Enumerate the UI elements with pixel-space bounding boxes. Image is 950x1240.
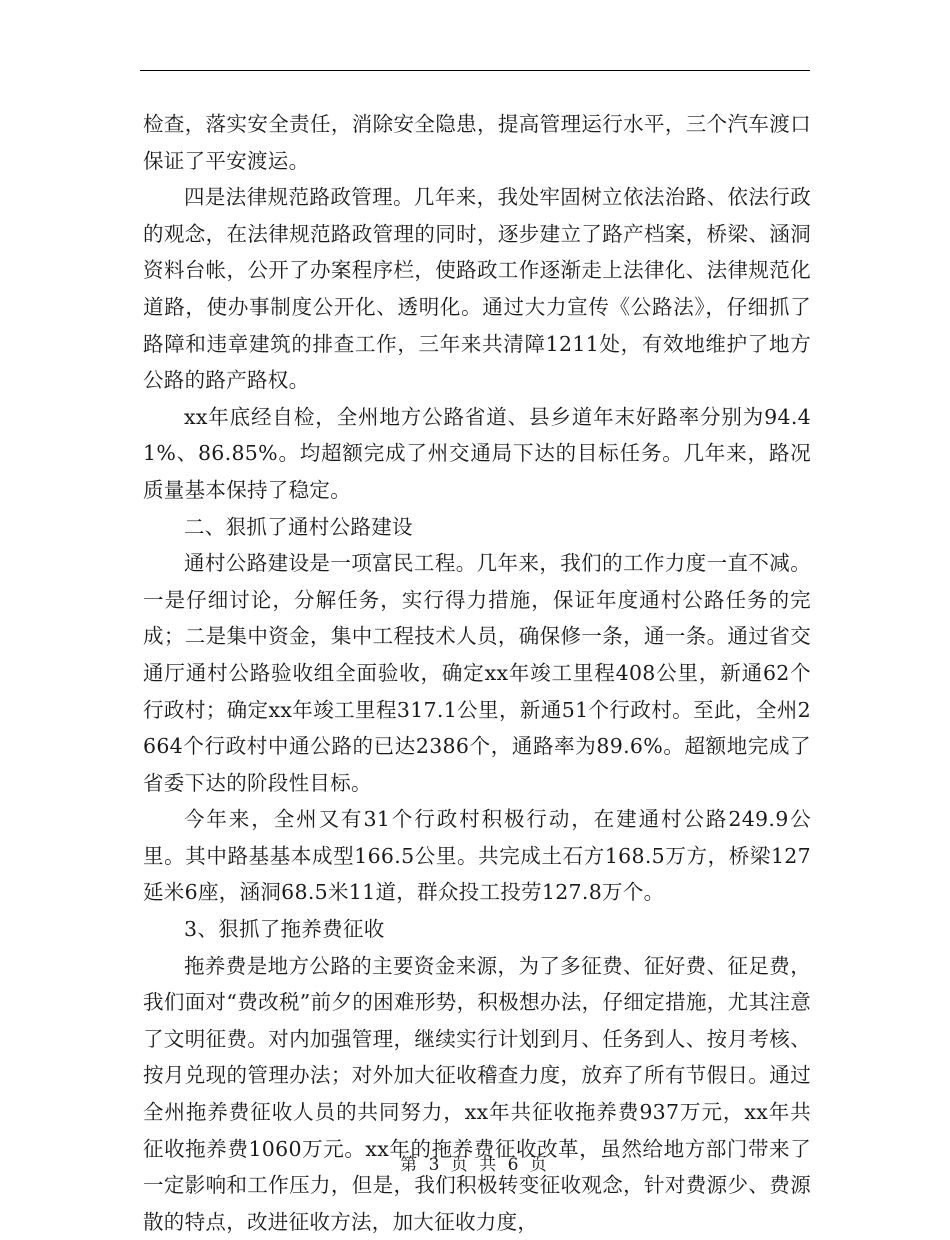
paragraph: 今年来，全州又有31个行政村积极行动，在建通村公路249.9公里。其中路基基本成型166.5公里。共完成土石方168.5万方，桥梁127延米6座，涵洞68.5米11道，群众投工投劳127.8万个。: [143, 807, 811, 905]
page-footer: 第 3 页 共 6 页: [400, 1155, 550, 1175]
paragraph: 四是法律规范路政管理。几年来，我处牢固树立依法治路、依法行政的观念，在法律规范路政管理的同时，逐步建立了路产档案，桥梁、涵洞资料台帐，公开了办案程序栏，使路政工作逐渐走上法律化、法律规范化道路，使办事制度公开化、透明化。通过大力宣传《公路法》，仔细抓了路障和违章建筑的排查工作，三年来共清障1211处，有效地维护了地方公路的路产路权。: [143, 185, 811, 393]
header-rule: [140, 70, 810, 71]
paragraph: xx年底经自检，全州地方公路省道、县乡道年末好路率分别为94.41%、86.85%。均超额完成了州交通局下达的目标任务。几年来，路况质量基本保持了稳定。: [143, 404, 811, 502]
paragraph: 通村公路建设是一项富民工程。几年来，我们的工作力度一直不减。一是仔细讨论，分解任务，实行得力措施，保证年度通村公路任务的完成；二是集中资金，集中工程技术人员，确保修一条，通一条。通过省交通厅通村公路验收组全面验收，确定xx年竣工里程408公里，新通62个行政村；确定xx年竣工里程317.1公里，新通51个行政村。至此，全州2664个行政村中通公路的已达2386个，通路率为89.6%。超额地完成了省委下达的阶段性目标。: [143, 551, 811, 795]
document-body: [143, 106, 811, 1240]
section-heading: 3、狠抓了拖养费征收: [184, 917, 385, 942]
section-heading: 二、狠抓了通村公路建设: [184, 514, 413, 539]
paragraph: 检查，落实安全责任，消除安全隐患，提高管理运行水平，三个汽车渡口保证了平安渡运。: [143, 112, 811, 173]
paragraph: 拖养费是地方公路的主要资金来源，为了多征费、征好费、征足费，我们面对“费改税”前夕的困难形势，积极想办法，仔细定措施，尤其注意了文明征费。对内加强管理，继续实行计划到月、任务到人、按月考核、按月兑现的管理办法；对外加大征收稽查力度，放弃了所有节假日。通过全州拖养费征收人员的共同努力，xx年共征收拖养费937万元，xx年共征收拖养费1060万元。xx年的拖养费征收改革，虽然给地方部门带来了一定影响和工作压力，但是，我们积极转变征收观念，针对费源少、费源散的特点，改进征收方法，加大征收力度，: [143, 953, 811, 1234]
